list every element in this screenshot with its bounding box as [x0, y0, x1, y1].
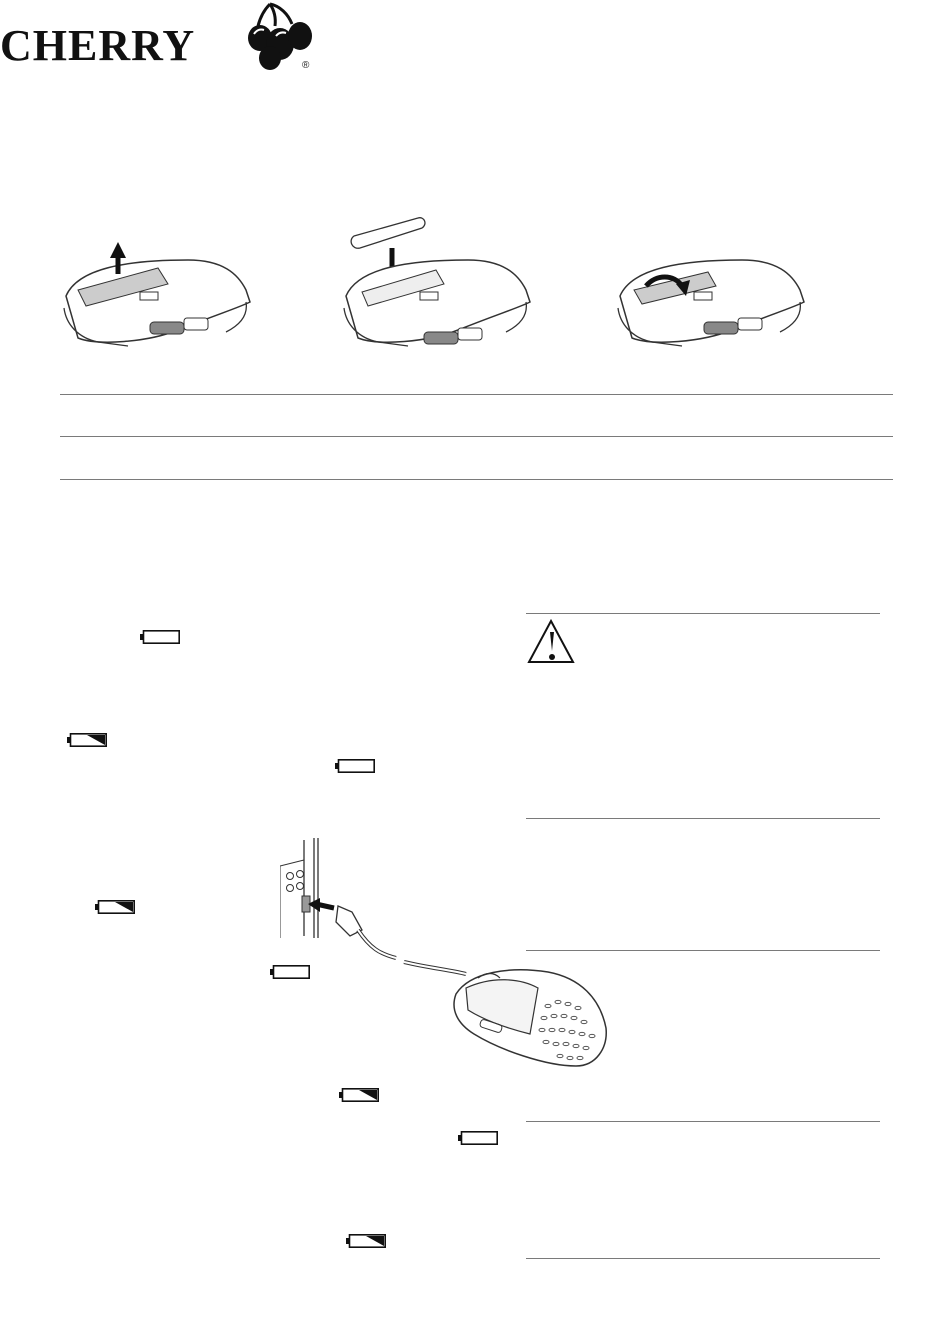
mouse-bottom-close-cover-icon: [612, 238, 812, 358]
divider-right-5: [526, 1258, 880, 1259]
divider-right-1: [526, 613, 880, 614]
divider-3: [60, 479, 893, 480]
brand-logo: [0, 0, 320, 74]
battery-empty-icon: [458, 1131, 498, 1145]
battery-low-icon: [67, 733, 107, 747]
divider-right-4: [526, 1121, 880, 1122]
divider-right-2: [526, 818, 880, 819]
battery-low-icon: [339, 1088, 379, 1102]
battery-insert-icon: [344, 218, 530, 346]
battery-empty-icon: [335, 759, 375, 773]
battery-empty-icon: [140, 630, 180, 644]
warning-triangle-icon: [526, 618, 576, 666]
battery-low-icon: [346, 1234, 386, 1248]
mouse-bottom-open-cover-icon: [58, 238, 258, 358]
divider-2: [60, 436, 893, 437]
divider-1: [60, 394, 893, 395]
usb-cable-charging-icon: [280, 838, 610, 1070]
brand-name: CHERRY: [0, 21, 196, 70]
battery-low-icon: [95, 900, 135, 914]
registered-mark: ®: [302, 60, 310, 71]
